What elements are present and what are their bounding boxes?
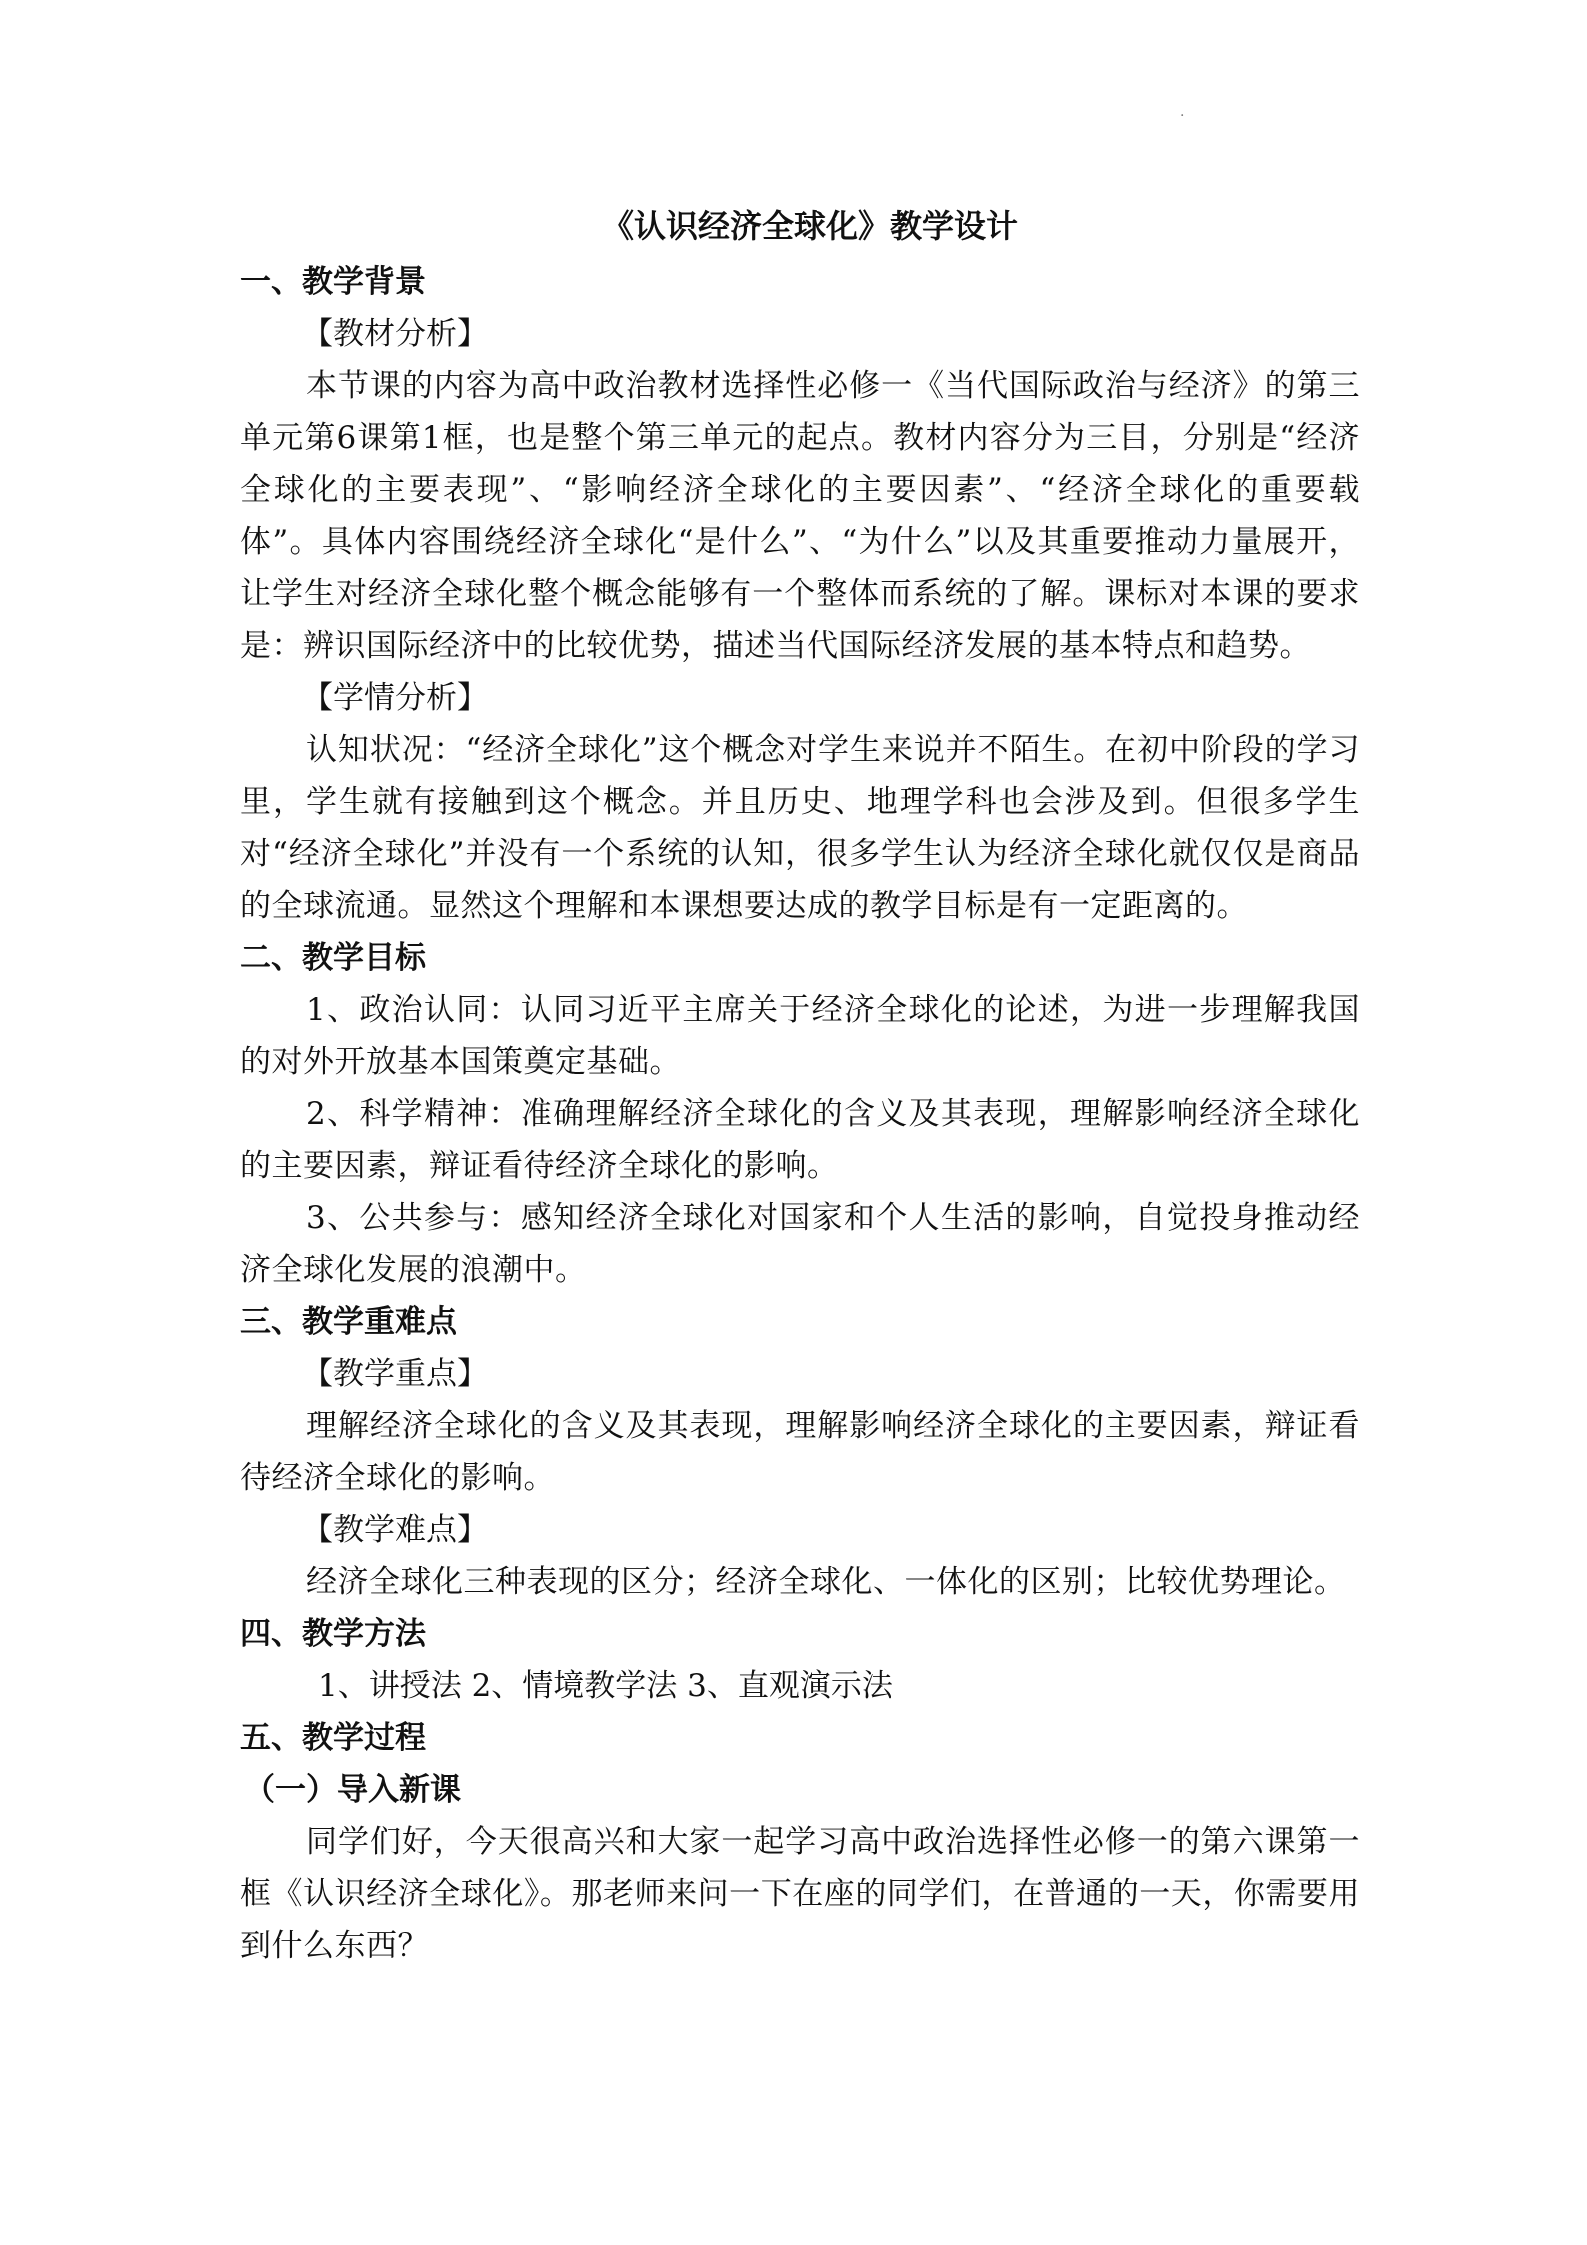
subheading-student-analysis: 【学情分析】 (302, 680, 488, 716)
subheading-introduction: （一）导入新课 (244, 1772, 461, 1808)
methods-list: 1、讲授法 2、情境教学法 3、直观演示法 (318, 1668, 893, 1704)
paragraph-difficulties: 经济全球化三种表现的区分；经济全球化、一体化的区别；比较优势理论。 (306, 1564, 1346, 1600)
corner-mark: · (1180, 108, 1185, 124)
goal-political-identity: 1、政治认同：认同习近平主席关于经济全球化的论述，为进一步理解我国的对外开放基本国策奠定基础。 (240, 992, 1360, 1080)
paragraph-student-analysis: 认知状况：“经济全球化”这个概念对学生来说并不陌生。在初中阶段的学习里，学生就有接触到这个概念。并且历史、地理学科也会涉及到。但很多学生对“经济全球化”并没有一个系统的认知，很多学生认为经济全球化就仅仅是商品的全球流通。显然这个理解和本课想要达成的教学目标是有一定距离的。 (240, 732, 1360, 924)
paragraph-textbook-analysis: 本节课的内容为高中政治教材选择性必修一《当代国际政治与经济》的第三单元第6课第1框，也是整个第三单元的起点。教材内容分为三目，分别是“经济全球化的主要表现”、“影响经济全球化的主要因素”、“经济全球化的重要载体”。具体内容围绕经济全球化“是什么”、“为什么”以及其重要推动力量展开，让学生对经济全球化整个概念能够有一个整体而系统的了解。课标对本课的要求是：辨识国际经济中的比较优势，描述当代国际经济发展的基本特点和趋势。 (240, 368, 1360, 664)
subheading-difficulties: 【教学难点】 (302, 1512, 488, 1548)
goal-scientific-spirit: 2、科学精神：准确理解经济全球化的含义及其表现，理解影响经济全球化的主要因素，辩证看待经济全球化的影响。 (240, 1096, 1360, 1184)
section-heading-methods: 四、教学方法 (240, 1616, 426, 1652)
section-heading-background: 一、教学背景 (240, 264, 426, 300)
section-heading-goals: 二、教学目标 (240, 940, 426, 976)
paragraph-key-points: 理解经济全球化的含义及其表现，理解影响经济全球化的主要因素，辩证看待经济全球化的影响。 (240, 1408, 1360, 1496)
section-heading-key-points: 三、教学重难点 (240, 1304, 457, 1340)
goal-public-participation: 3、公共参与：感知经济全球化对国家和个人生活的影响，自觉投身推动经济全球化发展的浪潮中。 (240, 1200, 1360, 1288)
section-heading-process: 五、教学过程 (240, 1720, 426, 1756)
document-body (240, 200, 1360, 1972)
subheading-key-points: 【教学重点】 (302, 1356, 488, 1392)
subheading-textbook-analysis: 【教材分析】 (302, 316, 488, 352)
paragraph-introduction: 同学们好，今天很高兴和大家一起学习高中政治选择性必修一的第六课第一框《认识经济全球化》。那老师来问一下在座的同学们，在普通的一天，你需要用到什么东西？ (240, 1824, 1360, 1964)
document-title: 《认识经济全球化》教学设计 (601, 207, 1018, 245)
